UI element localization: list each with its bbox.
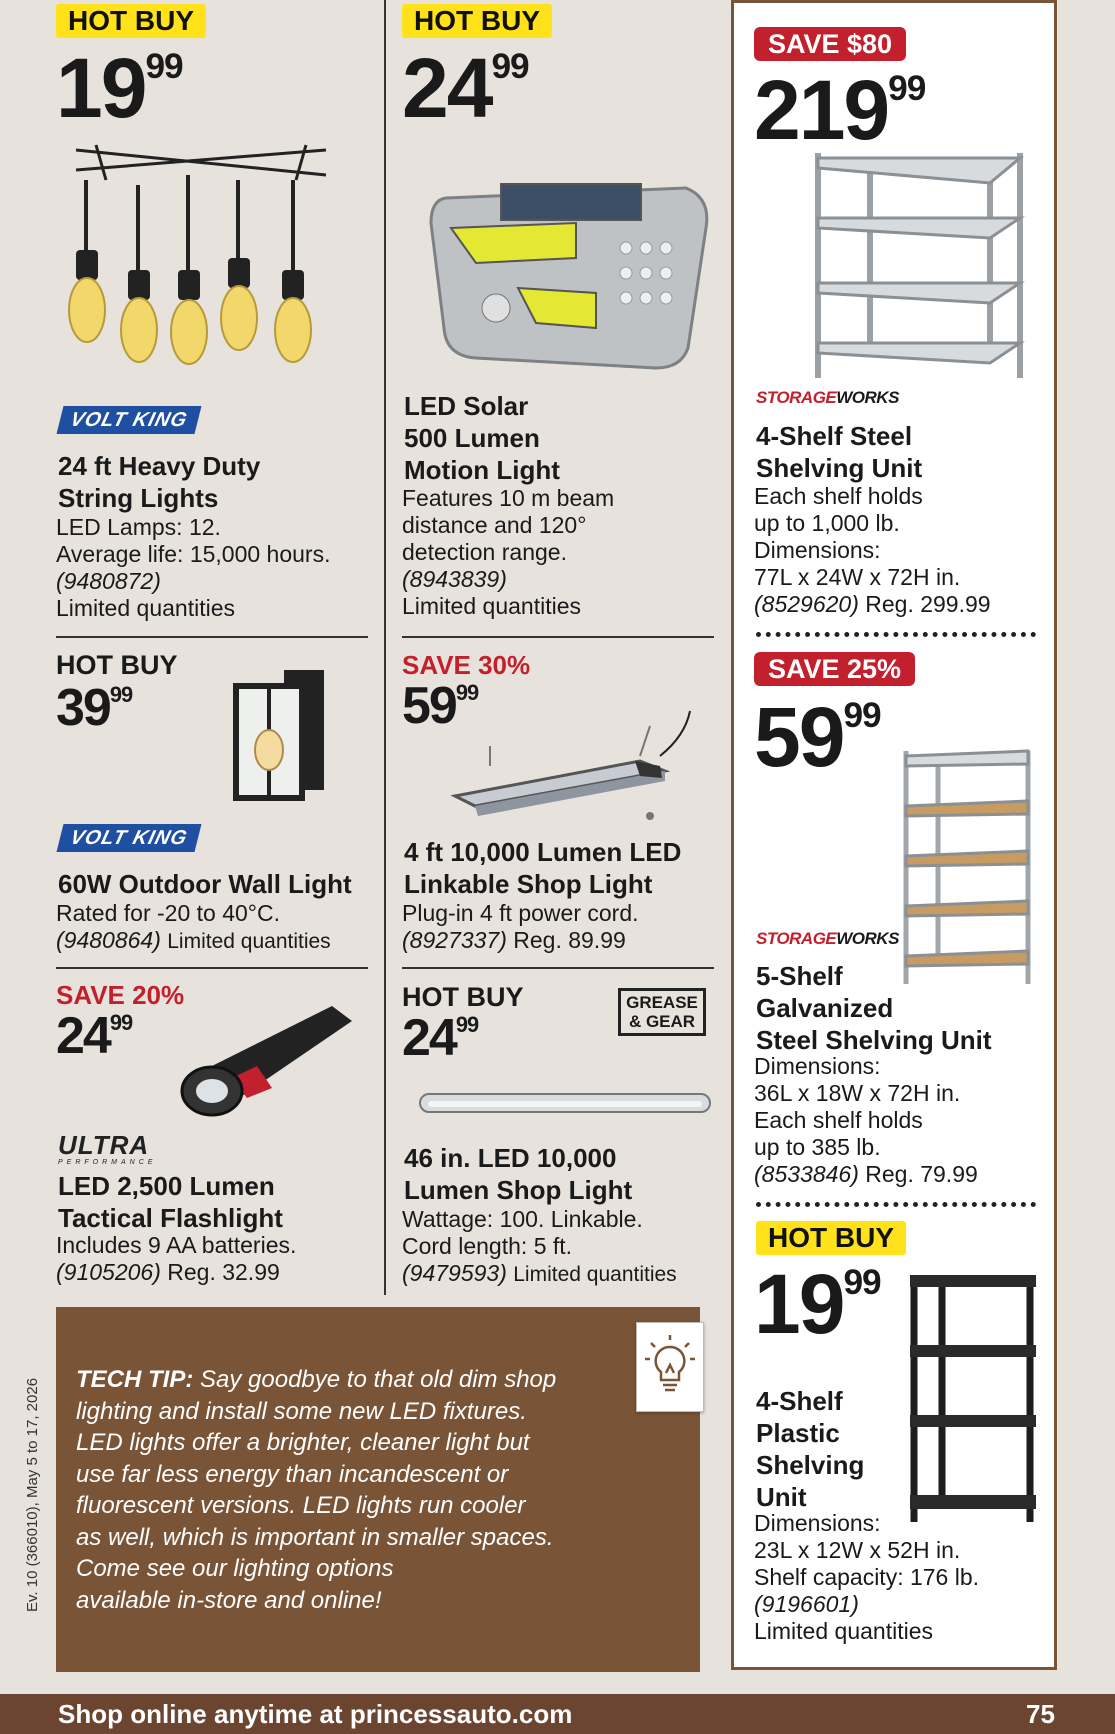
galvanized-shelving-image [898, 746, 1043, 988]
string-lights-image [66, 140, 336, 375]
product-details: Plug-in 4 ft power cord. (8927337) Reg. 89.99 [402, 900, 639, 953]
product-price: $59^{99}$ [402, 677, 479, 735]
steel-shelving-image [810, 148, 1035, 383]
hot-buy-badge: HOT BUY [56, 4, 206, 38]
save-badge: SAVE $80 [754, 27, 906, 61]
dotted-divider [756, 1202, 1036, 1207]
sku: (9479593) [402, 1260, 507, 1286]
product-details: Dimensions: 23L x 12W x 52H in. Shelf capacity: 176 lb. (9196601) Limited quantities [754, 1510, 1044, 1645]
save-label: SAVE 30% [402, 650, 531, 680]
divider [56, 967, 368, 969]
divider [56, 636, 368, 638]
dotted-divider [756, 632, 1036, 637]
product-price: $24^{99}$ [402, 1009, 479, 1067]
product-title: 46 in. LED 10,000 Lumen Shop Light [404, 1143, 633, 1205]
sku: (8927337) [402, 927, 507, 953]
hot-buy-badge: HOT BUY [402, 4, 552, 38]
product-title: LED 2,500 Lumen Tactical Flashlight [58, 1171, 283, 1233]
footer-link[interactable]: Shop online anytime at princessauto.com [58, 1699, 573, 1729]
hot-buy-badge: HOT BUY [756, 1221, 906, 1255]
sku: (8943839) [402, 566, 507, 592]
page-number: 75 [1026, 1699, 1055, 1729]
product-details: Wattage: 100. Linkable. Cord length: 5 ft. (9479593) Limited quantities [402, 1206, 677, 1286]
divider [402, 967, 714, 969]
grease-gear-logo: GREASE & GEAR [618, 988, 706, 1036]
product-title: 5-Shelf Galvanized Steel Shelving Unit [756, 961, 992, 1055]
reg-price: Reg. 79.99 [865, 1161, 978, 1187]
tech-tip-text: TECH TIP: Say goodbye to that old dim shop lighting and install some new LED fixtures. LED lights offer a brighter, cleaner light but use far less energy than incandescent or fluorescent versions. LED lights run cooler as well, which is important in smaller spaces. Come see our lighting options available in-store and online! [76, 1366, 557, 1614]
product-title: 60W Outdoor Wall Light [58, 869, 352, 899]
hot-buy-label: HOT BUY [402, 982, 524, 1012]
sku: (8533846) [754, 1161, 859, 1187]
product-details: Dimensions: 36L x 18W x 72H in. Each shelf holds up to 385 lb. (8533846) Reg. 79.99 [754, 1053, 978, 1187]
sku: (9105206) [56, 1259, 161, 1285]
product-price: $19^{99}$ [56, 41, 183, 135]
product-title: 4-Shelf Steel Shelving Unit [756, 421, 923, 483]
product-price: $39^{99}$ [56, 679, 133, 737]
wall-light-image [232, 668, 328, 804]
product-price: $19^{99}$ [754, 1257, 881, 1351]
reg-price: Reg. 32.99 [167, 1259, 280, 1285]
edition-text: Ev. 10 (366010), May 5 to 17, 2026 [24, 1377, 41, 1612]
product-price: $24^{99}$ [402, 41, 529, 135]
led-shop-light-image [418, 1088, 714, 1118]
footer-bar [0, 1694, 1115, 1734]
volt-king-logo: VOLT KING [57, 406, 202, 434]
plastic-shelving-image [906, 1270, 1040, 1528]
save-badge: SAVE 25% [754, 652, 915, 686]
volt-king-logo: VOLT KING [57, 824, 202, 852]
column-divider [384, 0, 386, 1295]
sku: (8529620) [754, 591, 859, 617]
solar-motion-light-image [426, 178, 712, 374]
product-title: LED Solar 500 Lumen Motion Light [404, 391, 560, 485]
sku: (9480872) [56, 568, 161, 594]
product-title: 4 ft 10,000 Lumen LED Linkable Shop Light [404, 837, 682, 899]
linkable-shop-light-image [450, 706, 700, 831]
storageworks-logo: STORAGEWORKS [756, 388, 899, 407]
sku: (9196601) [754, 1591, 859, 1617]
product-details: Rated for -20 to 40°C. (9480864) Limited quantities [56, 900, 331, 953]
product-price: $59^{99}$ [754, 690, 881, 784]
sku: (9480864) [56, 927, 161, 953]
product-details: Features 10 m beam distance and 120° detection range. (8943839) Limited quantities [402, 485, 722, 620]
reg-price: Reg. 89.99 [513, 927, 626, 953]
storageworks-logo: STORAGEWORKS [756, 929, 899, 948]
product-title: 24 ft Heavy Duty String Lights [58, 451, 261, 513]
ultra-logo: ULTRA PERFORMANCE [58, 1130, 157, 1166]
product-title: 4-Shelf Plastic Shelving Unit [756, 1386, 865, 1512]
product-price: $219^{99}$ [754, 63, 926, 157]
reg-price: Reg. 299.99 [865, 591, 991, 617]
product-details: Includes 9 AA batteries. (9105206) Reg. 32.99 [56, 1232, 297, 1285]
flashlight-image [172, 996, 358, 1121]
hot-buy-label: HOT BUY [56, 650, 178, 680]
save-label: SAVE 20% [56, 980, 185, 1010]
product-details: Each shelf holds up to 1,000 lb. Dimensions: 77L x 24W x 72H in. (8529620) Reg. 299.99 [754, 483, 991, 617]
divider [402, 636, 714, 638]
product-price: $24^{99}$ [56, 1007, 133, 1065]
product-details: LED Lamps: 12. Average life: 15,000 hours. (9480872) Limited quantities [56, 514, 376, 622]
